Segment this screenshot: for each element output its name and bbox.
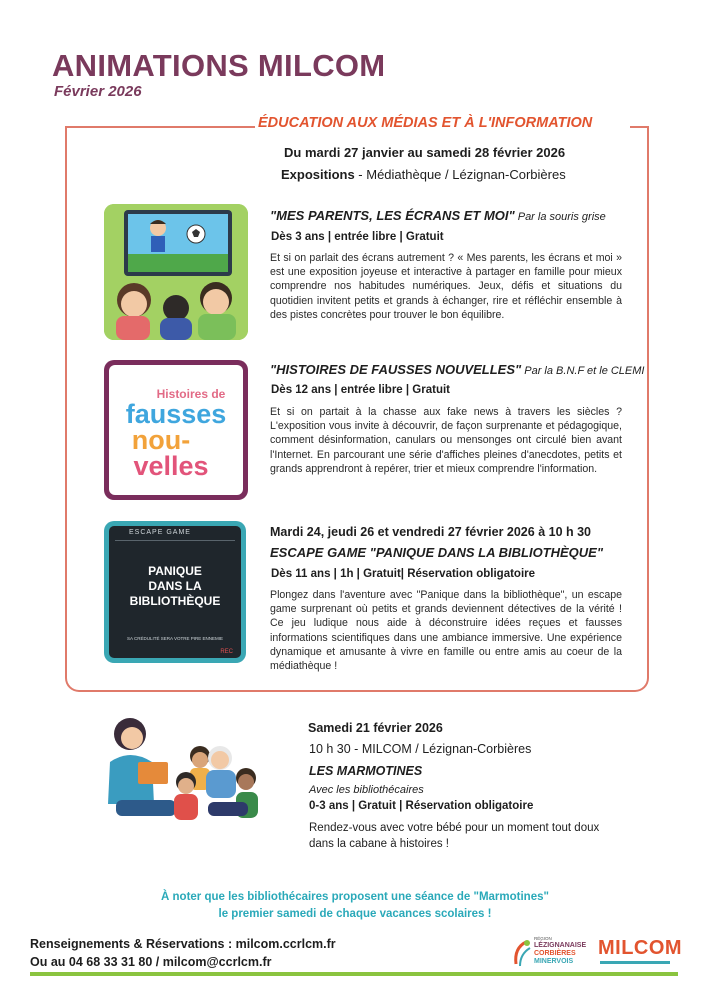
poster-velles-text: velles — [133, 451, 209, 481]
page-title: ANIMATIONS MILCOM — [52, 48, 386, 83]
contact-line1: Renseignements & Réservations : milcom.ccrlcm.fr — [30, 937, 336, 951]
poster-rec-text: REC — [220, 649, 233, 655]
marmotines-time-place: 10 h 30 - MILCOM / Lézignan-Corbières — [309, 742, 532, 756]
region-swirl-icon — [512, 938, 532, 968]
frame-top-line-left — [65, 126, 255, 128]
holiday-note-line2: le premier samedi de chaque vacances scolaires ! — [218, 908, 492, 920]
holiday-note-line1: À noter que les bibliothécaires proposent une séance de "Marmotines" — [161, 891, 549, 903]
item2-title: "HISTOIRES DE FAUSSES NOUVELLES" — [270, 362, 522, 377]
holiday-note — [60, 889, 650, 923]
page-subtitle: Février 2026 — [54, 83, 142, 100]
escape-game-poster-inner — [109, 526, 241, 658]
poster-small-text: SA CRÉDULITÉ SERA VOTRE PIRE ENNEMIE — [126, 636, 224, 641]
marmotines-meta: 0-3 ans | Gratuit | Réservation obligatoire — [309, 800, 534, 812]
item1-meta: Dès 3 ans | entrée libre | Gratuit — [271, 231, 444, 243]
poster-dans-la-text: DANS LA — [148, 579, 202, 593]
escape-game-poster — [104, 521, 246, 663]
exhibition-location — [281, 167, 566, 182]
section-title: ÉDUCATION AUX MÉDIAS ET À L'INFORMATION — [258, 115, 593, 131]
marmotines-date: Samedi 21 février 2026 — [308, 721, 443, 735]
item3-description: Plongez dans l'aventure avec "Panique dans la bibliothèque", un escape game surprenant où petits et grands deviennent détectives de la vérité ! Ce jeu ludique nous aide à déconstruire idées reçues et fausses informations scientifiques dans une ambiance immersive. Une expérience dynamique et amusante à vivre en famille ou entre amis au coeur de la médiathèque ! — [270, 589, 622, 673]
reading-children-drawing — [96, 712, 276, 840]
poster-fausses-text: fausses — [125, 399, 227, 429]
family-screens-drawing — [104, 204, 248, 340]
item2-title-line — [270, 362, 645, 377]
family-screens-illustration — [104, 204, 248, 340]
milcom-logo: MILCOM — [598, 937, 683, 959]
poster-title-block — [109, 564, 241, 609]
bottom-divider — [30, 972, 678, 976]
frame-top-line-right — [630, 126, 649, 128]
marmotines-title: LES MARMOTINES — [309, 764, 423, 778]
item2-description: Et si on partait à la chasse aux fake news à travers les siècles ? L'exposition vous invite à découvrir, de façon surprenante et pédagogique, comment désinformation, canulars ou mensonges ont circulé bien avant l'Internet. En parcourant une série d'affiches pleines d'anecdotes, petits et grands apprendront à repérer, trier et mieux comprendre l'information. — [270, 406, 622, 475]
region-logo — [512, 936, 592, 970]
item1-description: Et si on parlait des écrans autrement ? « Mes parents, les écrans et moi » est une exposition joyeuse et interactive à partager en famille pour mieux comprendre nos habitudes numériques. Jeux, défis et situations du quotidien invitent petits et grands à échanger, rire et réfléchir ensemble à des pistes concrètes pour trouver le bon équilibre. — [270, 252, 622, 321]
item3-dates: Mardi 24, jeudi 26 et vendredi 27 février 2026 à 10 h 30 — [270, 525, 592, 539]
contact-line2: Ou au 04 68 33 31 80 / milcom@ccrlcm.fr — [30, 955, 272, 969]
region-name-2: CORBIÈRES — [534, 950, 576, 957]
marmotines-desc-line1: Rendez-vous avec votre bébé pour un moment tout doux — [309, 822, 600, 834]
marmotines-with: Avec les bibliothécaires — [309, 784, 424, 796]
item3-title: ESCAPE GAME "PANIQUE DANS LA BIBLIOTHÈQUE" — [270, 545, 604, 560]
marmotines-desc-line2: dans la cabane à histoires ! — [309, 838, 450, 850]
item2-author: Par la B.N.F et le CLEMI — [521, 365, 645, 377]
poster-panique-text: PANIQUE — [148, 564, 202, 578]
poster-histoires-text: Histoires de — [156, 387, 226, 401]
poster-escape-label: ESCAPE GAME — [129, 529, 191, 536]
expo-place: - Médiathèque / Lézignan-Corbières — [354, 167, 566, 182]
fake-news-poster — [104, 360, 248, 500]
item1-title: "MES PARENTS, LES ÉCRANS ET MOI" — [270, 208, 515, 223]
milcom-logo-underline — [600, 961, 670, 964]
region-name-3: MINERVOIS — [534, 958, 574, 965]
item1-author: Par la souris grise — [514, 211, 606, 223]
fake-news-poster-inner — [109, 365, 243, 495]
reading-children-illustration — [96, 712, 276, 840]
expo-label: Expositions — [281, 167, 355, 182]
region-name-1: LÉZIGNANAISE — [534, 942, 587, 949]
item2-meta: Dès 12 ans | entrée libre | Gratuit — [271, 384, 451, 396]
region-small-text: RÉGION — [534, 936, 552, 941]
exhibition-dates: Du mardi 27 janvier au samedi 28 février 2026 — [284, 145, 566, 160]
poster-line — [115, 540, 235, 541]
poster-bibliotheque-text: BIBLIOTHÈQUE — [129, 594, 221, 608]
item3-meta: Dès 11 ans | 1h | Gratuit| Réservation obligatoire — [271, 568, 536, 580]
item1-title-line — [270, 208, 606, 223]
poster-nou-text: nou- — [131, 425, 191, 455]
